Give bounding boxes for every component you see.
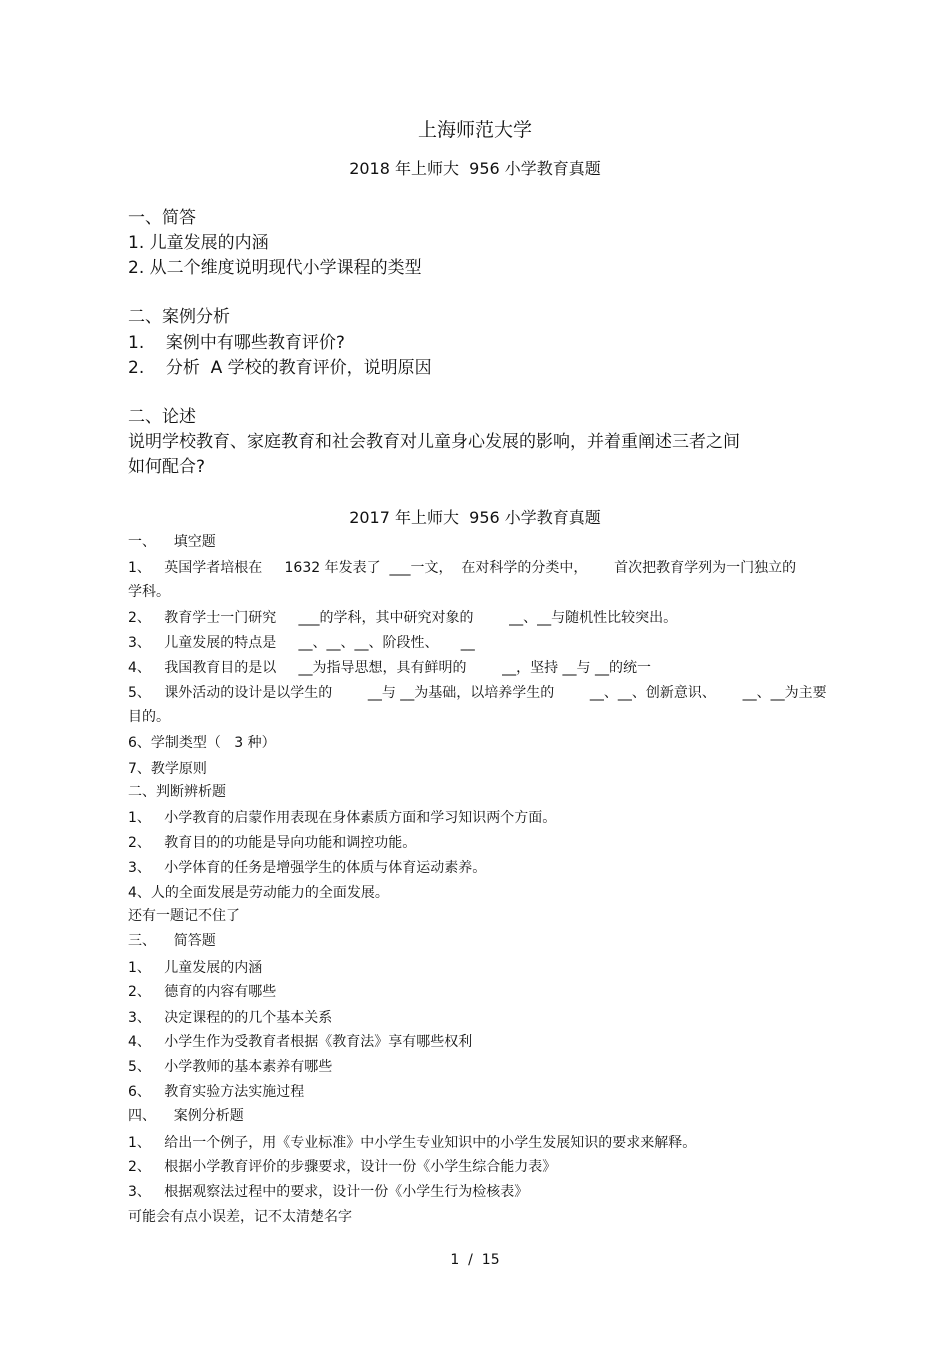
list-item: 4、人的全面发展是劳动能力的全面发展。 [128,885,389,901]
list-item: 3、 小学体育的任务是增强学生的体质与体育运动素养。 [128,860,487,876]
list-item: 还有一题记不住了 [128,908,240,924]
page-number: 1 / 15 [450,1252,500,1268]
list-item: 5、 小学教师的基本素养有哪些 [128,1059,333,1075]
list-item: 1. 案例中有哪些教育评价? [128,333,345,353]
list-item: 3、 决定课程的的几个基本关系 [128,1010,333,1026]
section-2018-essay-title: 二、论述 [128,407,196,427]
list-item: 7、教学原则 [128,761,207,777]
list-item: 5、 课外活动的设计是以学生的 __与 __为基础，以培养学生的 __、__、创新意识、 __、__为主要 [128,685,827,701]
list-item: 2、 教育学士一门研究 ___的学科，其中研究对象的 __、__与随机性比较突出。 [128,610,678,626]
section-2018-short-answer-title: 一、简答 [128,208,196,228]
list-item: 目的。 [128,709,170,725]
list-item: 3、 根据观察法过程中的要求，设计一份《小学生行为检核表》 [128,1184,529,1200]
list-item: 3、 儿童发展的特点是 __、__、__、阶段性、 __ [128,635,475,651]
document-title: 上海师范大学 [417,119,532,141]
list-item: 2、 教育目的的功能是导向功能和调控功能。 [128,835,417,851]
section-2017-short-answer-title: 三、 简答题 [128,933,216,949]
list-item: 2、 根据小学教育评价的步骤要求，设计一份《小学生综合能力表》 [128,1159,557,1175]
list-item: 1、 小学教育的启蒙作用表现在身体素质方面和学习知识两个方面。 [128,810,557,826]
list-item: 1、 英国学者培根在 1632 年发表了 ___一文， 在对科学的分类中， 首次把教育学列为一门独立的 [128,560,797,576]
list-item: 2. 分析 A 学校的教育评价，说明原因 [128,358,432,378]
list-item: 6、 教育实验方法实施过程 [128,1084,305,1100]
section-2017-fill-title: 一、 填空题 [128,534,216,550]
list-item: 6、学制类型（ 3 种） [128,735,276,751]
section-2017-judge-title: 二、判断辨析题 [128,784,226,800]
list-item: 1、 儿童发展的内涵 [128,960,263,976]
list-item: 2、 德育的内容有哪些 [128,984,277,1000]
list-item: 学科。 [128,584,170,600]
list-item: 4、 小学生作为受教育者根据《教育法》享有哪些权利 [128,1034,473,1050]
paragraph-line: 如何配合? [128,457,206,477]
section-2018-heading: 2018 年上师大 956 小学教育真题 [349,159,601,178]
list-item: 可能会有点小误差，记不太清楚名字 [128,1209,352,1225]
list-item: 1. 儿童发展的内涵 [128,233,269,253]
section-2017-case-title: 四、 案例分析题 [128,1108,244,1124]
section-2018-case-title: 二、案例分析 [128,307,230,327]
paragraph-line: 说明学校教育、家庭教育和社会教育对儿童身心发展的影响，并着重阐述三者之间 [128,432,740,452]
list-item: 1、 给出一个例子，用《专业标准》中小学生专业知识中的小学生发展知识的要求来解释。 [128,1135,697,1151]
list-item: 4、 我国教育目的是以 __为指导思想，具有鲜明的 __，坚持 __与 __的统一 [128,660,652,676]
list-item: 2. 从二个维度说明现代小学课程的类型 [128,258,422,278]
section-2017-heading: 2017 年上师大 956 小学教育真题 [349,508,601,527]
